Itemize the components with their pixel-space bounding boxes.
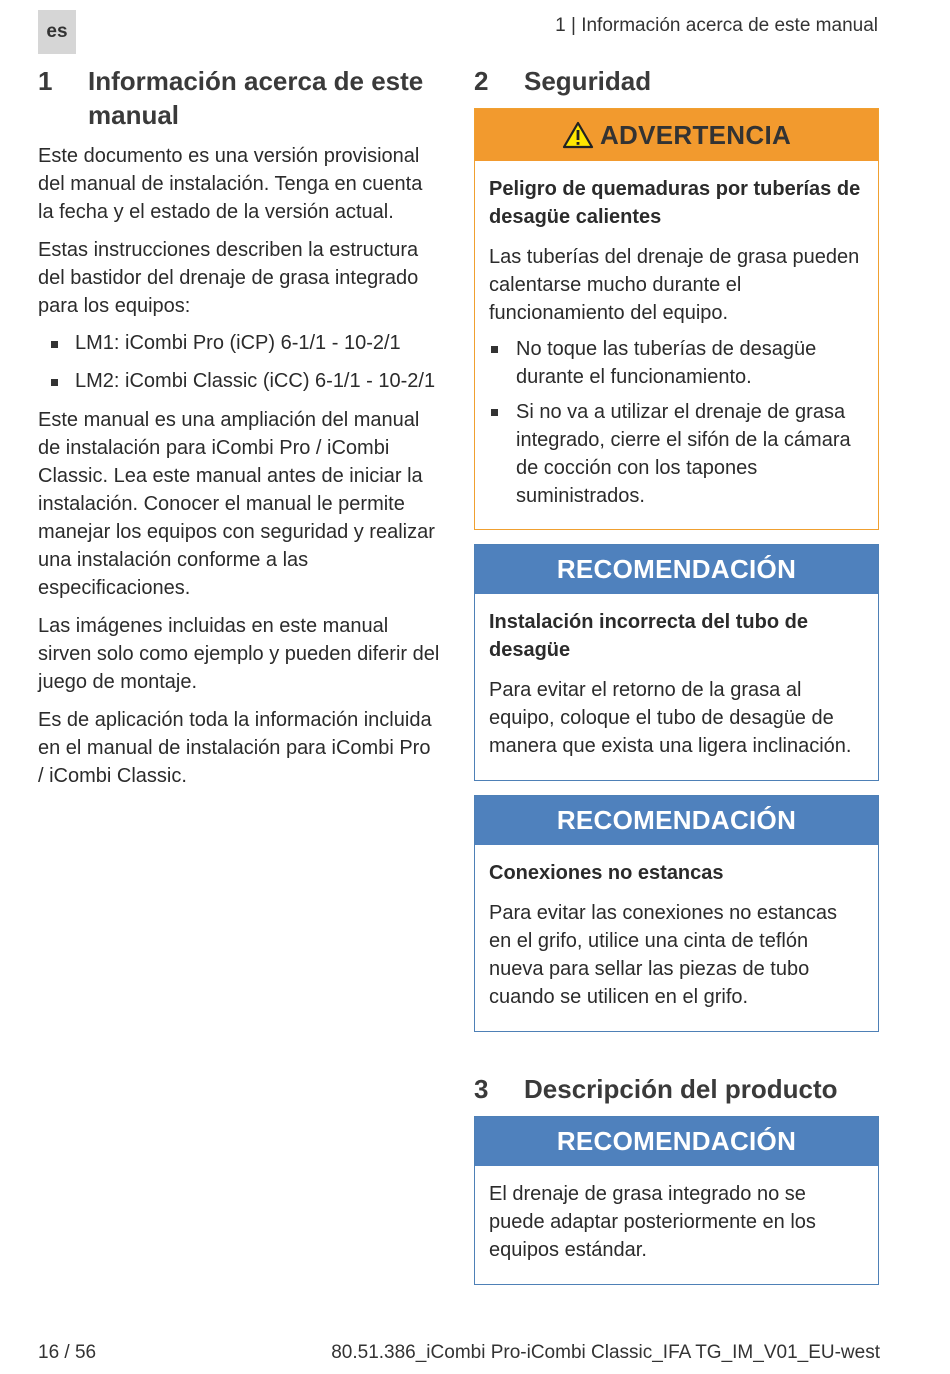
warning-header bbox=[475, 109, 878, 161]
recommendation-title: Instalación incorrecta del tubo de desagüe bbox=[489, 611, 808, 661]
right-column bbox=[474, 64, 879, 1299]
section-1-paragraph: Las imágenes incluidas en este manual sirven solo como ejemplo y pueden diferir del juego de montaje. bbox=[38, 615, 440, 693]
list-item-text: No toque las tuberías de desagüe durante el funcionamiento. bbox=[516, 338, 817, 388]
warning-box bbox=[474, 108, 879, 530]
bullet-icon bbox=[51, 379, 58, 386]
section-1-paragraph: Este documento es una versión provisional del manual de instalación. Tenga en cuenta la fecha y el estado de la versión actual. bbox=[38, 145, 423, 223]
section-2-title: Seguridad bbox=[524, 66, 652, 96]
list-item-text: Si no va a utilizar el drenaje de grasa integrado, cierre el sifón de la cámara de cocción con los tapones suministrados. bbox=[516, 401, 851, 507]
language-tab: es bbox=[38, 10, 76, 54]
list-item bbox=[38, 330, 440, 357]
list-item bbox=[489, 335, 864, 391]
recommendation-box bbox=[474, 795, 879, 1032]
section-1-paragraph: Es de aplicación toda la información incluida en el manual de instalación para iCombi Pro / iCombi Classic. bbox=[38, 709, 432, 787]
bullet-icon bbox=[491, 409, 498, 416]
section-1-paragraph: Estas instrucciones describen la estructura del bastidor del drenaje de grasa integrado para los equipos: bbox=[38, 239, 419, 317]
recommendation-body bbox=[475, 1166, 878, 1284]
bullet-icon bbox=[51, 341, 58, 348]
list-item bbox=[38, 368, 440, 395]
recommendation-text: Para evitar el retorno de la grasa al equipo, coloque el tubo de desagüe de manera que exista una ligera inclinación. bbox=[489, 679, 852, 757]
recommendation-label: RECOMENDACIÓN bbox=[556, 805, 797, 835]
list-item-text: LM2: iCombi Classic (iCC) 6-1/1 - 10-2/1 bbox=[75, 370, 436, 392]
page-number: 16 / 56 bbox=[38, 1342, 97, 1363]
section-1-paragraph: Este manual es una ampliación del manual de instalación para iCombi Pro / iCombi Classic. Lea este manual antes de iniciar la instalación. Conocer el manual le permite manejar los equipos con seguridad y realizar una instalación conforme a las especificaciones. bbox=[38, 409, 435, 599]
recommendation-label: RECOMENDACIÓN bbox=[556, 554, 797, 584]
recommendation-body bbox=[475, 594, 878, 780]
warning-triangle-icon bbox=[562, 121, 594, 149]
warning-label: ADVERTENCIA bbox=[599, 119, 792, 150]
equipment-list bbox=[38, 330, 440, 395]
section-3-title: Descripción del producto bbox=[524, 1074, 838, 1104]
list-item-text: LM1: iCombi Pro (iCP) 6-1/1 - 10-2/1 bbox=[75, 332, 401, 354]
section-1-heading bbox=[38, 64, 440, 132]
section-3-number: 3 bbox=[474, 1074, 489, 1104]
bullet-icon bbox=[491, 346, 498, 353]
section-3-heading bbox=[474, 1072, 879, 1106]
recommendation-label: RECOMENDACIÓN bbox=[556, 1126, 797, 1156]
warning-body bbox=[475, 161, 878, 529]
section-2-heading bbox=[474, 64, 879, 98]
recommendation-body bbox=[475, 845, 878, 1031]
recommendation-header bbox=[475, 545, 878, 594]
warning-title: Peligro de quemaduras por tuberías de desagüe calientes bbox=[489, 178, 861, 228]
section-1-title: Información acerca de este manual bbox=[88, 66, 424, 130]
list-item bbox=[489, 398, 864, 510]
recommendation-box bbox=[474, 1116, 879, 1285]
section-1-number: 1 bbox=[38, 66, 53, 96]
document-id: 80.51.386_iCombi Pro-iCombi Classic_IFA TG_IM_V01_EU-west bbox=[331, 1342, 880, 1363]
recommendation-text: El drenaje de grasa integrado no se puede adaptar posteriormente en los equipos estándar. bbox=[489, 1183, 816, 1261]
recommendation-header bbox=[475, 1117, 878, 1166]
recommendation-title: Conexiones no estancas bbox=[489, 862, 724, 884]
section-2-number: 2 bbox=[474, 66, 489, 96]
recommendation-text: Para evitar las conexiones no estancas en el grifo, utilice una cinta de teflón nueva para sellar las piezas de tubo cuando se utilicen en el grifo. bbox=[489, 902, 837, 1008]
recommendation-header bbox=[475, 796, 878, 845]
recommendation-box bbox=[474, 544, 879, 781]
left-column bbox=[38, 64, 440, 800]
running-head: 1 | Información acerca de este manual bbox=[555, 15, 878, 36]
warning-list bbox=[489, 335, 864, 510]
warning-text: Las tuberías del drenaje de grasa pueden calentarse mucho durante el funcionamiento del equipo. bbox=[489, 246, 860, 324]
